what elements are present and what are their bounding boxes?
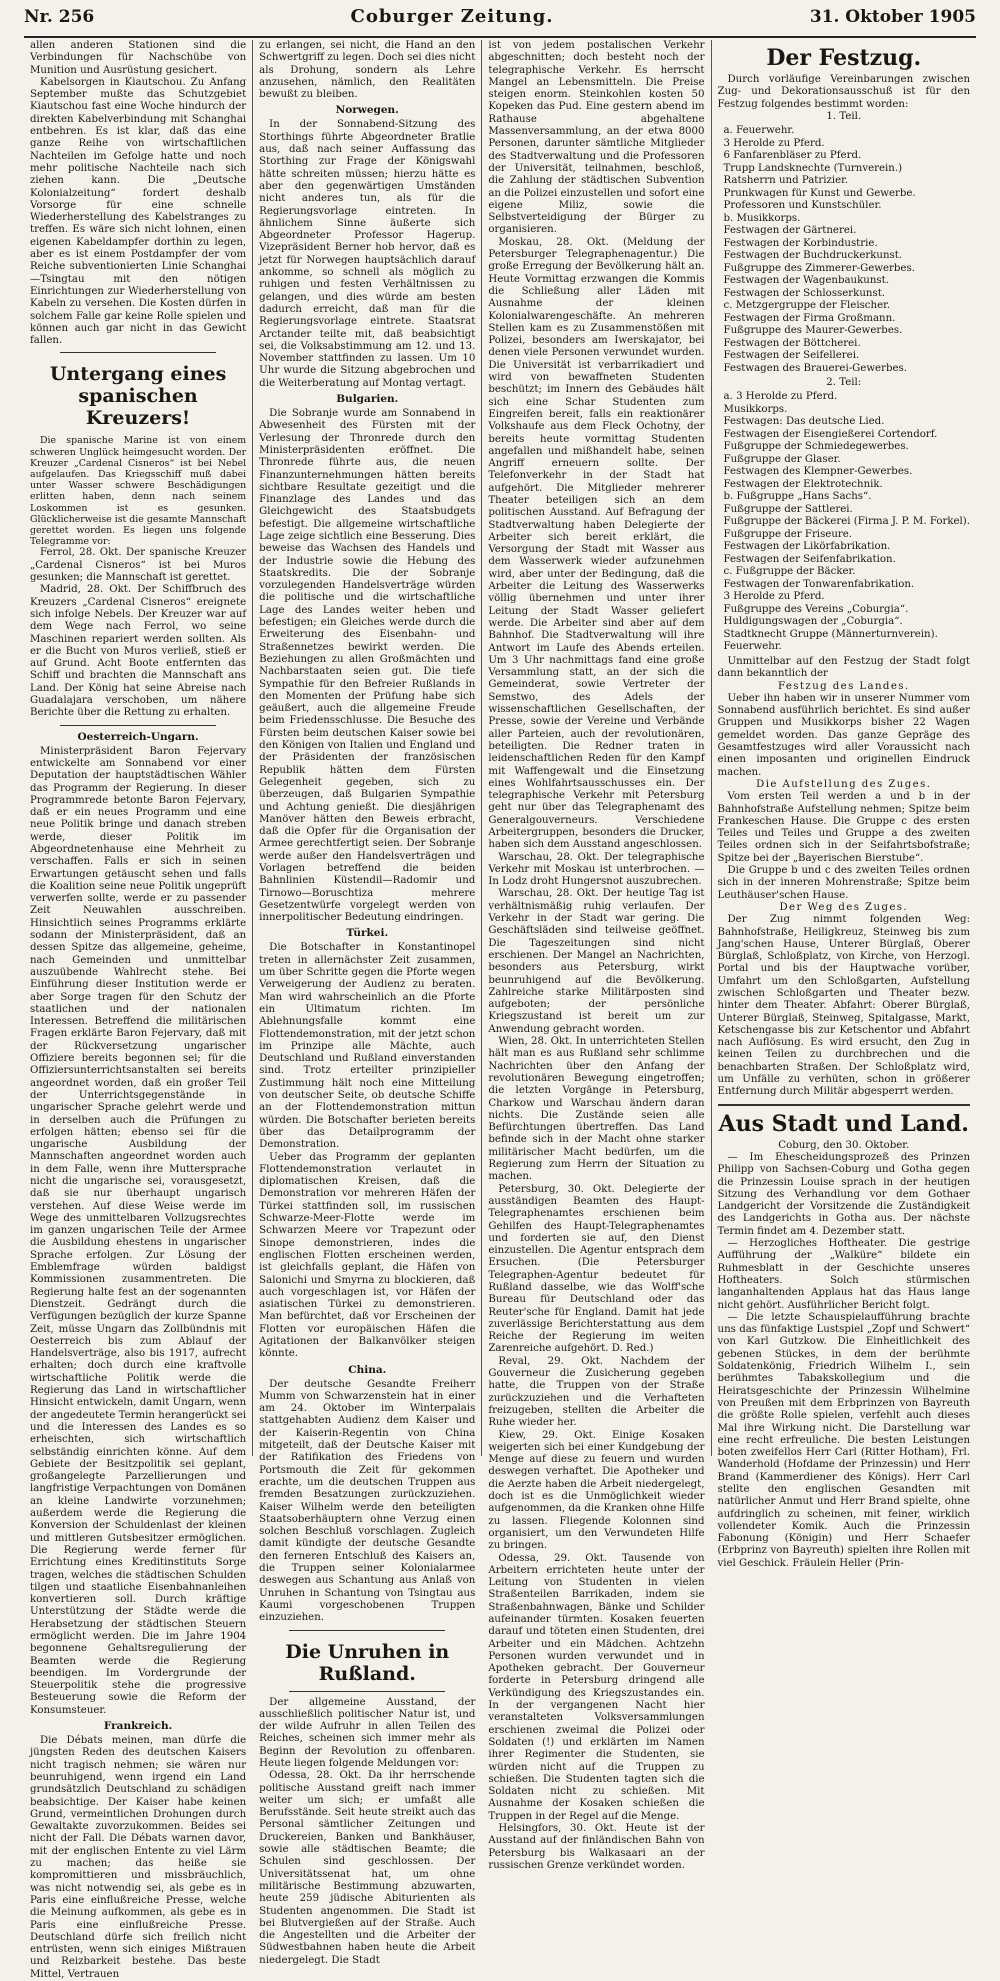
headline-stadt-land: Aus Stadt und Land.: [718, 1110, 969, 1137]
procession-item: Fußgruppe der Bäckerei (Firma J. P. M. Forkel).: [723, 516, 971, 528]
article-text: ist von jedem postalischen Verkehr abgeschnitten; doch besteht noch der telegraphische Verkehr. Es herrscht Mangel an Lebensmitteln. Die Preise steigen enorm. Steinkohlen kosten 50 Kopeken das Pud. Eine gestern abend im Rathause abgehaltene Massenversammlung, an der etwa 8000 Personen, darunter sämtliche Mitglieder des Stadtverwaltung und die Professoren der Universität, teilnahmen, beschloß, die Zahlung der städtischen Subvention an die Polizei einzustellen und sofort eine eigene Miliz, sowie die Selbstverteidigung der Bürger zu organisieren.: [488, 40, 705, 236]
column-1: [24, 40, 252, 1980]
telegram-ferrol: Ferrol, 28. Okt. Der spanische Kreuzer „Cardenal Cisneros“ ist bei Muros gesunken; die Mannschaft ist gerettet.: [30, 547, 247, 584]
masthead: [24, 6, 976, 38]
divider: [289, 1630, 445, 1631]
headline-cruiser: Untergang eines spanischen Kreuzers!: [49, 363, 227, 430]
column-3: [481, 40, 710, 1871]
festzug-intro: Durch vorläufige Vereinbarungen zwischen Zug- und Dekorationsausschuß ist für den Festzug folgendes bestimmt worden:: [717, 74, 971, 110]
procession-item: Huldigungswagen der „Coburgia“.: [723, 616, 903, 628]
part-2-title: 2. Teil:: [826, 377, 862, 389]
procession-item: Festwagen des Klempner-Gewerbes.: [723, 466, 913, 478]
part-1-title: 1. Teil.: [826, 110, 862, 122]
procession-item: Festwagen der Elektrotechnik.: [723, 478, 883, 490]
procession-item: Trupp Landsknechte (Turnverein.): [723, 162, 903, 174]
column-4: [711, 40, 977, 1569]
procession-item: Fußgruppe der Glaser.: [723, 453, 841, 465]
telegram-madrid: Madrid, 28. Okt. Der Schiffbruch des Kreuzers „Cardenal Cisneros“ ereignete sich infolge Nebels. Der Kreuzer war auf dem Wege nach Ferrol, wo seine Maschinen repariert werden sollten. Als er die Bucht von Muros verließ, stieß er auf Grund. Acht Boote entfernten das Schiff und brachten die Mannschaft ans Land. Der König hat seine Abreise nach Guadalajara verschoben, um nähere Berichte über die Rettung zu erhalten.: [30, 584, 247, 719]
weg-des-zuges: Der Zug nimmt folgenden Weg: Bahnhofstraße, Heiligkreuz, Steinweg bis zum Jang'schen Hause, Unterer Bürglaß, Oberer Bürglaß, Schloßplatz, von Kirche, von Herzogl. Portal und bis der Hauptwache vorüber, Umfahrt um den Schloßgarten, Aufstellung zwischen Schloßgarten und Theater bezw. hinter dem Theater. Abfahrt: Oberer Bürglaß, Unterer Bürglaß, Steinweg, Spitalgasse, Markt, Ketschengasse bis zur Ketschentor und Abfahrt nach Auflösung. Es wird ersucht, den Zug in keinen Teilen zu durchbrechen und die benachbarten Straßen. Der Schloßplatz wird, um Unfälle zu verhüten, schon in größerer Entfernung durch Militär abgesperrt werden.: [717, 914, 971, 1098]
procession-item: a. 3 Herolde zu Pferd.: [723, 391, 838, 403]
article-kiautschou: Kabelsorgen in Kiautschou. Zu Anfang September mußte das Schutzgebiet Kiautschou fast eine Woche hindurch der direkten Kabelverbindung mit Schanghai entbehren. Es ist klar, daß das eine ganze Reihe von wirtschaftlichen Nachteilen im Gefolge hatte und noch mehr politische Nachteile nach sich ziehen kann. Die „Deutsche Kolonialzeitung“ fordert deshalb Vorsorge für eine schnelle Wiederherstellung des Kabelstranges zu treffen. Es wäre sich nicht lohnen, einen eigenen Kabeldampfer dorthin zu legen, aber es ist einem Postdampfer der vom Reiche subventionierten Linie Schanghai—Tsingtau mit den nötigen Einrichtungen zur Wiederherstellung von Kabeln zu versehen. Die Kosten dürfen in solchem Falle gar keine Rolle spielen und können auch gar nicht in das Gewicht fallen.: [30, 76, 247, 347]
procession-item: Festwagen der Korbindustrie.: [723, 237, 878, 249]
issue-date: 31. Oktober 1905: [809, 7, 976, 27]
telegram-odessa-2: Odessa, 29. Okt. Tausende von Arbeitern errichteten heute unter der Leitung von Studenten in vielen Straßenteilen Barrikaden, indem sie Straßenbahnwagen, Bänke und Schilder aufeinander türmten. Kosaken feuerten darauf und töteten einen Studenten, drei Arbeiter und ein Mädchen. Achtzehn Personen wurden verwundet und in Apotheken gebracht. Der Gouverneur forderte in Petersburg dringend alle Verkündigung des Kriegszustandes ein. In der vergangenen Nacht hier veranstalteten Volksversammlungen erschienen zweimal die Polizei oder Soldaten (!) und erklärten im Namen ihrer Regimenter die Studenten, sie würden nicht auf die Truppen zu schießen. Die Studenten tagten sich die Soldaten nicht zu schießen. Mit Ausnahme der Kosaken schießen die Truppen in der Regel auf die Menge.: [488, 1552, 705, 1822]
column-2: [252, 40, 481, 1966]
procession-list-2: [724, 391, 971, 654]
festzug-land: Ueber ihn haben wir in unserer Nummer vom Sonnabend ausführlich berichtet. Es sind außer Gruppen und Musikkorps bisher 22 Wagen gemeldet worden. Das ganze Gepräge des Gesamtfestzuges wird aller Voraussicht nach einen imposanten und originellen Eindruck machen.: [717, 692, 971, 778]
procession-item: Festwagen der Likörfabrikation.: [723, 541, 891, 553]
headline-festzug: Der Festzug.: [766, 45, 922, 71]
procession-item: Stadtknecht Gruppe (Männerturnverein).: [723, 628, 938, 640]
procession-item: Festwagen der Buchdruckerkunst.: [723, 250, 903, 262]
procession-item: 6 Fanfarenbläser zu Pferd.: [723, 150, 862, 162]
procession-item: b. Musikkorps.: [723, 212, 801, 224]
procession-item: Fußgruppe des Maurer-Gewerbes.: [723, 325, 903, 337]
article-bulgaria: Die Sobranje wurde am Sonnabend in Abwesenheit des Fürsten mit der Verlesung der Thronrede durch den Ministerpräsidenten eröffnet. Die Thronrede führte aus, die neuen Finanzunternehmungen hätten bereits sichtbare Resultate gezeitigt und die Finanzlage des Landes und das Gleichgewicht des Staatsbudgets befestigt. Die allgemeine wirtschaftliche Lage zeige sichtlich eine Besserung. Dies beweise das Wachsen des Handels und der Industrie sowie die Hebung des Staatskredits. Die der Sobranje vorzulegenden Handelsverträge würden die politische und die wirtschaftliche Lage des Landes weiter heben und befestigen; ein Gleiches werde durch die Erweiterung des Eisenbahn- und Straßennetzes bewirkt werden. Die Beziehungen zu allen Großmächten und Nachbarstaaten seien gut. Die tiefe Sympathie für den Befreier Rußlands in den Momenten der Prüfung habe sich geäußert, auch die allgemeine Freude beim Friedensschlusse. Die Besuche des Fürsten beim deutschen Kaiser sowie bei den Königen von Italien und England und der Präsidenten der französischen Republik hätten dem Fürsten Gelegenheit gegeben, sich zu überzeugen, daß Bulgarien Sympathie und Achtung genießt. Die diesjährigen Manöver hätten den Beweis erbracht, daß die Opfer für die Organisation der Armee gerechtfertigt seien. Der Sobranje werde außer den Handelsverträgen und Vorlagen betreffend die beiden Bahnlinien Küstendil—Radomir und Tirnowo—Boruschtiza mehrere Gesetzentwürfe vorgelegt werden von innerpolitischer Bedeutung eindringen.: [259, 408, 476, 924]
procession-item: 3 Herolde zu Pferd.: [723, 137, 825, 149]
divider: [718, 1104, 971, 1106]
subhead-aufstellung: Die Aufstellung des Zuges.: [756, 778, 932, 790]
article-hoftheater: — Herzogliches Hoftheater. Die gestrige Aufführung der „Walküre“ bildete ein Ruhmesblatt in der Geschichte unseres Hoftheaters. Solch stürmischen langanhaltenden Applaus hat das Haus lange nicht gehört. Ausführlicher Bericht folgt.: [717, 1238, 971, 1311]
procession-item: Festwagen der Eisengießerei Cortendorf.: [723, 428, 938, 440]
festzug-text: Unmittelbar auf den Festzug der Stadt folgt dann bekanntlich der: [717, 655, 971, 680]
telegram-petersburg: Petersburg, 30. Okt. Delegierte der ausständigen Beamten des Haupt-Telegraphenamtes erschienen beim Gehilfen des Haupt-Telegraphenamtes und forderten sie auf, den Dienst einzustellen. Die Agentur entsprach dem Ersuchen. (Die Petersburger Telegraphen-Agentur bedeutet für Rußland dasselbe, wie das Wolff'sche Bureau für Deutschland oder das Reuter'sche für England. Damit hat jede zuverlässige Berichterstattung aus dem Reiche der Regierung im weiten Zarenreiche aufgehört. D. Red.): [488, 1183, 705, 1355]
column-container: [24, 40, 976, 1980]
section-austria: Oesterreich-Ungarn.: [77, 730, 199, 743]
procession-item: Fußgruppe der Schmiedegewerbes.: [723, 441, 909, 453]
headline-russia: Die Unruhen in Rußland.: [285, 1640, 450, 1685]
telegram-helsingfors: Helsingfors, 30. Okt. Heute ist der Ausstand auf der finländischen Bahn von Petersburg bis Walkasaari an der russischen Grenze verkündet worden.: [488, 1823, 705, 1871]
procession-item: Prunkwagen für Kunst und Gewerbe.: [723, 187, 916, 199]
procession-item: Musikkorps.: [723, 403, 788, 415]
article-intro: Die spanische Marine ist von einem schweren Unglück heimgesucht worden. Der Kreuzer „Cardenal Cisneros“ ist bei Nebel aufgelaufen. Das Kriegsschiff muß dabei unter Wasser schwere Beschädigungen erlitten haben, denn nach seinem Loskommen ist es gesunken. Glücklicherweise ist die gesamte Mannschaft gerettet worden. Es liegen uns folgende Telegramme vor:: [30, 435, 247, 548]
section-france: Frankreich.: [103, 1720, 173, 1733]
aufstellung-1: Vom ersten Teil werden a und b in der Bahnhofstraße Aufstellung nehmen; Spitze beim Frankeschen Hause. Die Gruppe c des ersten Teiles und Teiles und Gruppe a des zweiten Teiles ordnen sich in der Seifahrtsbofstraße; Spitze bei der „Bayerischen Bierstube“.: [717, 791, 971, 864]
article-turkey-2: Ueber das Programm der geplanten Flottendemonstration verlautet in diplomatischen Kreisen, daß die Demonstration vor mehreren Häfen der Türkei stattfinden soll, im russischen Schwarze-Meer-Flotte werde im Schwarzen Meere vor Trapezunt oder Sinope demonstrieren, indes die englischen Flotten erscheinen werden, ist gleichfalls geplant, die Häfen von Salonichi und Smyrna zu blockieren, daß auch vorgeschlagen ist, vor Häfen der asiatischen Türkei zu demonstrieren. Man befürchtet, daß vor Erscheinen der Flotten vor europäischen Häfen die Agitationen der Balkanvölker steigen könnte.: [259, 1151, 476, 1360]
page-number: Nr. 256: [24, 7, 95, 27]
procession-item: Fußgruppe der Friseure.: [723, 528, 853, 540]
procession-item: Festwagen der Schlosserkunst.: [723, 287, 886, 299]
procession-item: Fußgruppe des Zimmerer-Gewerbes.: [723, 262, 915, 274]
procession-item: Professoren und Kunstschüler.: [723, 200, 882, 212]
divider: [60, 725, 216, 726]
newspaper-title: Coburger Zeitung.: [350, 6, 554, 27]
telegram-kiew: Kiew, 29. Okt. Einige Kosaken weigerten sich bei einer Kundgebung der Menge auf diese zu feuern und wurden deswegen verhaftet. Die Apotheker und die Aerzte haben die Arbeit niedergelegt, doch ist es die Unmöglichkeit wieder aufgenommen, da die Kranken ohne Hilfe zu lassen. Fliegende Kolonnen sind organisiert, um den Verwundeten Hilfe zu bringen.: [488, 1429, 705, 1552]
article-ehescheidung: — Im Ehescheidungsprozeß des Prinzen Philipp von Sachsen-Coburg und Gotha gegen die Prinzessin Louise sprach in der heutigen Sitzung des Verhandlung vor dem Gothaer Landgericht der Vorsitzende die Zuständigkeit des Landgerichts in Gotha aus. Der nächste Termin findet am 4. Dezember statt.: [717, 1151, 971, 1237]
divider: [60, 352, 216, 353]
procession-item: Festwagen der Seifenfabrikation.: [723, 553, 896, 565]
article-text: allen anderen Stationen sind die Verbindungen für Nachschübe von Munition und Ausrüstung gesichert.: [30, 40, 247, 76]
procession-item: b. Fußgruppe „Hans Sachs“.: [723, 491, 872, 503]
section-china: China.: [348, 1363, 387, 1376]
telegram-warschau-2: Warschau, 28. Okt. Der heutige Tag ist verhältnismäßig ruhig verlaufen. Der Verkehr in der Stadt war gering. Die Geschäftsläden sind teilweise geöffnet. Die Tageszeitungen sind nicht erschienen. Der Mangel an Nachrichten, besonders aus Petersburg, wirkt beunruhigend auf die Bevölkerung. Zahlreiche starke Militärposten sind aufgeboten; der persönliche Kriegszustand ist bereit um zur Anwendung gebracht worden.: [488, 888, 705, 1035]
dateline: Coburg, den 30. Oktober.: [778, 1139, 910, 1151]
article-france: Die Débats meinen, man dürfe die jüngsten Reden des deutschen Kaisers nicht tragisch nehmen; sie wären nur beunruhigend, wenn irgend ein Land grundsätzlich Deutschland zu schädigen beabsichtige. Der Kaiser habe keinen Grund, vermeintlichen Drohungen durch Gewaltakte zuvorzukommen. Beides sei nicht der Fall. Die Débats warnen davor, mit der englischen Entente zu viel Lärm zu machen; das heiße sie kompromittieren und missbräuchlich, was nicht notwendig sei, als gebe es in Paris eine einflußreiche Presse, welche die Meinung aufkommen, als gebe es in Paris eine einflußreiche Presse. Deutschland dürfe sich freilich nicht entrüsten, wenn sich einiges Mißtrauen und Reizbarkeit bestehe. Das beste Mittel, Vertrauen: [30, 1735, 247, 1980]
procession-item: a. Feuerwehr.: [723, 125, 795, 137]
telegram-reval: Reval, 29. Okt. Nachdem der Gouverneur die Zusicherung gegeben hatte, die Truppen von der Straße zurückzuziehen und die Verhafteten freizugeben, stellten die Arbeiter die Ruhe wieder her.: [488, 1355, 705, 1429]
procession-item: Ratsherrn und Patrizier.: [723, 175, 849, 187]
procession-item: Festwagen der Wagenbaukunst.: [723, 275, 889, 287]
procession-item: Festwagen der Firma Großmann.: [723, 312, 896, 324]
subhead-weg: Der Weg des Zuges.: [779, 901, 909, 913]
aufstellung-2: Die Gruppe b und c des zweiten Teiles ordnen sich in der inneren Mohrenstraße; Spitze beim Leuthäuser'schen Hause.: [717, 865, 971, 901]
procession-item: Festwagen der Gärtnerei.: [723, 225, 857, 237]
telegram-odessa: Odessa, 28. Okt. Da ihr herrschende politische Ausstand greift nach immer weiter um sich; er umfaßt alle Berufsstände. Seit heute streikt auch das Personal sämtlicher Zeitungen und Druckereien, Banken und Bankhäuser, sowie alle städtischen Beamte; die Schulen sind geschlossen. Der Universitätssenat hat, um ohne militärische Bestimmung abzuwarten, heute 259 jüdische Abiturienten als Studenten angenommen. Die Stadt ist bei Blutvergießen auf der Straße. Auch die Angestellten und die Arbeiter der Südwestbahnen haben heute die Arbeit niedergelegt. Die Stadt: [259, 1770, 476, 1966]
procession-item: c. Fußgruppe der Bäcker.: [723, 566, 856, 578]
divider: [289, 1691, 445, 1692]
procession-item: Fußgruppe der Sattlerei.: [723, 503, 853, 515]
section-turkey: Türkei.: [346, 927, 389, 940]
subhead-land: Festzug des Landes.: [777, 680, 910, 692]
procession-item: Fußgruppe des Vereins „Coburgia“.: [723, 603, 909, 615]
procession-item: Festwagen der Seifellerei.: [723, 350, 860, 362]
telegram-wien: Wien, 28. Okt. In unterrichteten Stellen hält man es aus Rußland sehr schlimme Nachrichten über den Anfang der revolutionären Bewegung eingetroffen; die letzten Vorgänge in Petersburg, Charkow und Warschau ändern daran nichts. Die Zustände seien alle Befürchtungen übertreffen. Das Land befinde sich in der Macht ohne starker militärischer Macht bedürfen, um die Regierung zum Herrn der Situation zu machen.: [488, 1036, 705, 1183]
procession-item: Festwagen der Böttcherei.: [723, 337, 861, 349]
article-russia-intro: Der allgemeine Ausstand, der ausschließlich politischer Natur ist, und der wilde Aufruhr in allen Teilen des Reiches, scheinen sich immer mehr als Beginn der Revolution zu offenbaren. Heute liegen folgende Meldungen vor:: [259, 1696, 476, 1769]
procession-item: Festwagen: Das deutsche Lied.: [723, 416, 885, 428]
telegram-warschau-1: Warschau, 28. Okt. Der telegraphische Verkehr mit Moskau ist unterbrochen. — In Lodz droht Hungersnot auszubrechen.: [488, 851, 705, 888]
procession-list-1: [724, 125, 971, 375]
section-norway: Norwegen.: [335, 104, 399, 117]
procession-item: Festwagen des Brauerei-Gewerbes.: [723, 362, 907, 374]
telegram-moskau: Moskau, 28. Okt. (Meldung der Petersburger Telegraphenagentur.) Die große Erregung der Bevölkerung hält an. Heute Vormittag erzwangen die Kommis die Schließung aller Läden mit Ausnahme der kleinen Kolonialwarengeschäfte. An mehreren Stellen kam es zu Zusammenstößen mit Polizei, besonders am Iwerskajator, bei denen viele Personen verwundet wurden. Die Universität ist verbarrikadiert und wird von bewaffneten Studenten beschützt; im Innern des Gebäudes hält sich eine Schar Studenten zum Eingreifen bereit, falls ein reaktionärer Volkshaufe aus dem Fleck Ochotny, der bereits heute vormittag Studenten angefallen und mißhandelt habe, seinen Angriff erneuern sollte. Der Telefonverkehr in der Stadt hat aufgehört. Die Mitglieder mehrerer Theater beteiligen sich an dem politischen Ausstand. Auf Befragung der Stadtverwaltung haben Delegierte der Arbeiter sich bereit erklärt, die Versorgung der Stadt mit Wasser aus dem Wasserwerk wieder aufzunehmen wird, aber unter der Bedingung, daß die Arbeiter die Leitung des Wasserwerks völlig übernehmen und unter ihrer Leitung der Stadt Wasser geliefert werde. Die Arbeiter sind aber auf dem Bahnhof. Die Stadtverwaltung will ihre Antwort im Laufe des Abends erteilen. Um 3 Uhr nachmittags fand eine große Versammlung statt, an der sich die Gemeinderat, sowie Vertreter der Semstwo, des Adels der wissenschaftlichen Gesellschaften, der Presse, sowie der Vereine und Verbände aller Parteien, auch der revolutionären, beteiligten. Die Redner traten in leidenschaftlichen Reden für den Kampf mit Waffengewalt und die Einsetzung eines Wohlfahrtsausschusses ein. Der telegraphische Verkehr mit Petersburg geht nur über das Telegraphenamt des Generalgouverneurs. Verschiedene Arbeitergruppen, besonders die Drucker, haben sich dem Ausstand angeschlossen.: [488, 236, 705, 851]
procession-item: Feuerwehr.: [723, 641, 782, 653]
article-norway: In der Sonnabend-Sitzung des Storthings führte Abgeordneter Bratlie aus, daß nach seiner Auffassung das Storthing zur Frage der Königswahl hätte schreiten müssen; hierzu hätte es aber den gegenwärtigen Umständen nicht anderes tun, als für die Regierungsvorlage eintreten. In ähnlichem Sinne äußerte sich Abgeordneter Professor Hagerup. Vizepräsident Berner hob hervor, daß es jetzt für Norwegen hauptsächlich darauf ankomme, so schnell als möglich zu ruhigen und festen Verhältnissen zu gelangen, und dies würde am besten dadurch erreicht, daß man für die Regierungsvorlage eintrete. Staatsrat Arctander teilte mit, daß beabsichtigt sei, die Volksabstimmung am 12. und 13. November stattfinden zu lassen. Um 10 Uhr wurde die Sitzung abgebrochen und die Weiterberatung auf Montag vertagt.: [259, 119, 476, 389]
procession-item: c. Metzgergruppe der Fleischer.: [723, 300, 891, 312]
article-austria: Ministerpräsident Baron Fejervary entwickelte am Sonnabend vor einer Deputation der hauptstädtischen Wähler das Programm der Regierung. In dieser Programmrede betonte Baron Fejervary, daß er ein neues Programm und eine neue Politik bringe und danach streben werde, dieser Politik im Abgeordnetenhause eine Mehrheit zu verschaffen. Falls er sich in seinen Erwartungen getäuscht sehen und falls die Koalition seine neue Politik ungeprüft verwerfen sollte, werde er zu passender Zeit Neuwahlen ausschreiben. Hinsichtlich seines Programms erklärte sodann der Ministerpräsident, daß an dessen Spitze das allgemeine, geheime, nach Gemeinden und unmittelbar auszuübende Wahlrecht stehe. Bei Einführung dieser Institution werde er aber Sorge tragen für den Schutz der staatlichen und der nationalen Interessen. Betreffend die militärischen Fragen erklärte Baron Fejervary, daß mit der Rückversetzung ungarischer Offiziere bereits begonnen sei; für die Offiziersunterrichtsanstalten sei bereits angeordnet worden, daß ein großer Teil der Unterrichtsgegenstände in ungarischer Sprache gelehrt werde und in derselben auch die Prüfungen zu erfolgen hätten; ebenso sei für die ungarische Ausbildung der Mannschaften angeordnet worden auch in dem Falle, wenn ihre Muttersprache nicht die ungarische sei, vorausgesetzt, daß sie nur überhaupt ungarisch verstehen. Auf diese Weise werde im Wege des unmittelbaren Vollzugsrechtes im ganzen ungarischen Teile der Armee die Ausbildung ehestens in ungarischer Sprache erfolgen. Zur Lösung der Emblemfrage würden baldigst Kommissionen zusammentreten. Die Regierung halte fest an der sogenannten Dienstzeit. Gedrängt durch die Verfügungen bezüglich der kurze Spanne Zeit, müsse Ungarn das Zollbündnis mit Oesterreich bis zum Ablauf der Handelsverträge, also bis 1917, aufrecht erhalten; doch durch eine kraftvolle wirtschaftliche Politik werde die Regierung das Land in wirtschaftlicher Hinsicht entwickeln, damit Ungarn, wenn der angedeutete Termin herangerückt sei und die Interessen des Landes es so erheischten, sich wirtschaftlich selbständig einrichten könne. Auf dem Gebiete der Besitzpolitik sei geplant, großangelegte Parzellierungen und langfristige Verpachtungen von Domänen an kleine Landwirte vorzunehmen; außerdem werde die Regierung die Konversion der Schuldenlast der kleinen und mittleren Gutsbesitzer ermöglichen. Die Regierung werde ferner für Errichtung eines Kreditinstituts Sorge tragen, welches die städtischen Schulden tilgen und staatliche Eisenbahnanleihen konvertieren soll. Durch kräftige Unterstützung der Städte werde die Herabsetzung der städtischen Steuern ermöglicht werden. Die im Jahre 1904 begonnene Gehaltsregulierung der Beamten werde die Regierung beendigen. Im Vordergrunde der Steuerpolitik stehe die progressive Besteuerung sowie die Reform der Konsumsteuer.: [30, 745, 247, 1716]
article-china: Der deutsche Gesandte Freiherr Mumm von Schwarzenstein hat in einer am 24. Oktober im Winterpalais stattgehabten Audienz dem Kaiser und der Kaiserin-Regentin von China mitgeteilt, daß der Deutsche Kaiser mit der Ratifikation des Friedens von Portsmouth die Zeit für gekommen erachte, um die deutschen Truppen aus fremden Besatzungen zurückzuziehen. Kaiser Wilhelm werde den beteiligten Staatsoberhäuptern ohne Verzug einen solchen Beschluß vorschlagen. Zugleich damit kündigte der deutsche Gesandte den ferneren Entschluß des Kaisers an, die Truppen seiner Kolonialarmee deswegen aus Schantung aus Anlaß von Unruhen in Schantung von Tsingtau aus Kaumi vorgeschobenen Truppen einzuziehen.: [259, 1378, 476, 1624]
procession-item: Festwagen der Tonwarenfabrikation.: [723, 578, 915, 590]
article-turkey: Die Botschafter in Konstantinopel treten in allernächster Zeit zusammen, um über Schritte gegen die Pforte wegen Verweigerung der Audienz zu beraten. Man wird wahrscheinlich an die Pforte ein Ultimatum richten. Im Ablehnungsfalle kommt eine Flottendemonstration, mit der jetzt schon im Prinzipe alle Mächte, auch Deutschland und Rußland einverstanden sind. Trotz erteilter prinzipieller Zustimmung hält noch eine Mitteilung von deutscher Seite, ob deutsche Schiffe an der Flottendemonstration mittun würden. Die Botschafter berieten bereits über das Detailprogramm der Demonstration.: [259, 942, 476, 1151]
procession-item: 3 Herolde zu Pferd.: [723, 591, 825, 603]
article-schauspiel: — Die letzte Schauspielaufführung brachte uns das fünfaktige Lustspiel „Zopf und Schwert“ von Karl Gutzkow. Die Einheitlichkeit des gebenen Stückes, in dem der berühmte Soldatenkönig, Friedrich Wilhelm I., sein berühmtes Tabakskollegium und die Heiratsgeschichte der Prinzessin Wilhelmine von Preußen mit dem Erbprinzen von Bayreuth die größte Rolle spielen, verfehlt auch dieses Mal ihre Wirkung nicht. Die Darstellung war eine recht erfreuliche. Die besten Leistungen boten zweifellos Herr Carl (Ritter Hotham), Frl. Wanderhold (Hofdame der Prinzessin) und Herr Brand (Kammerdiener des Königs). Herr Carl stellte den englischen Gesandten mit natürlicher Anmut und Herr Brand spielte, ohne aufdringlich zu scheinen, mit feiner, wirklich vollendeter Komik. Auch die Prinzessin Fabonung (Königin) und Herr Schaefer (Erbprinz von Bayreuth) spielten ihre Rollen mit viel Geschick. Fräulein Heller (Prin-: [717, 1311, 971, 1569]
section-bulgaria: Bulgarien.: [336, 393, 399, 406]
article-text: zu erlangen, sei nicht, die Hand an den Schwertgriff zu legen. Doch sei dies nicht als Drohung, sondern als Lehre anzusehen, nämlich, den Realitäten bewußt zu bleiben.: [259, 40, 476, 101]
